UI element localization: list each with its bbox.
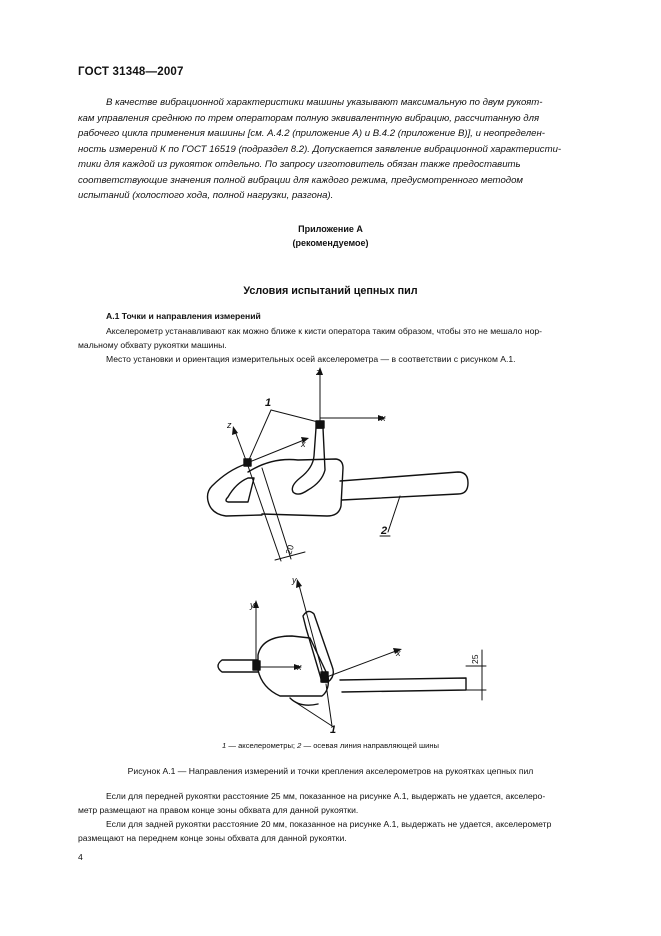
paragraph-4 [78, 817, 614, 845]
legend-text-1: — акселерометры; [226, 741, 298, 750]
top-rear-z-label: z [227, 420, 232, 430]
paragraph-2-text: Место установки и ориентация измерительных осей акселерометра — в соответствии с рисунком А.1. [106, 354, 516, 364]
paragraph-4-line-2: размещают на переднем конце зоны обхвата для данной рукоятки. [78, 833, 347, 843]
page-number: 4 [78, 852, 83, 862]
side-front-x-label: x [396, 648, 401, 658]
section-title: Условия испытаний цепных пил [243, 285, 418, 297]
top-front-handle [292, 428, 325, 494]
side-leader-1a [292, 700, 332, 726]
side-front-handle [303, 611, 333, 682]
top-leader-1b [271, 410, 318, 422]
figure-caption: Рисунок А.1 — Направления измерений и точки крепления акселерометров на рукоятках цепных пил [127, 766, 534, 776]
top-rear-handle-inner [226, 478, 254, 502]
top-rear-x-label: x [301, 439, 306, 449]
intro-line-6: соответствующие значения полной вибрации для каждого режима, предусмотренного методом [78, 174, 523, 186]
paragraph-3 [78, 789, 614, 817]
intro-line-1: В качестве вибрационной характеристики машины указывают максимальную по двум рукоят- [106, 97, 543, 108]
intro-line-2: кам управления среднюю по трем операторам полную эквивалентную вибрацию, рассчитанную для [78, 112, 540, 124]
top-front-x-label: x [381, 413, 386, 423]
side-front-y-label: y [292, 575, 297, 585]
top-rear-z-arrow [232, 426, 238, 435]
intro-line-5: тики для каждой из рукояток отдельно. По запросу изготовитель обязан также предоставить [78, 159, 521, 170]
document-header: ГОСТ 31348—2007 [78, 66, 184, 78]
paragraph-3-line-2: метр размещают на правом конце зоны обхвата для данной рукоятки. [78, 805, 359, 815]
paragraph-1-line-2: мальному обхвату рукоятки машины. [78, 340, 227, 350]
top-dim-20-label: 20 [283, 543, 296, 556]
intro-line-7: испытаний (холостого хода, полной нагрузки, разгона). [78, 190, 334, 201]
top-rear-handle-outer [208, 464, 263, 516]
top-label-1: 1 [265, 397, 272, 409]
figure-legend [0, 741, 661, 750]
side-front-y-arrow [296, 579, 302, 588]
appendix-title: Приложение А [298, 224, 363, 234]
legend-number-2: 2 [297, 741, 302, 750]
legend-text-2: — осевая линия направляющей шины [301, 741, 439, 750]
top-leader-2 [388, 496, 400, 532]
top-front-z-label: z [316, 367, 321, 377]
side-leader-1b [326, 684, 332, 726]
side-rear-handle [218, 660, 258, 672]
paragraph-3-line-1: Если для передней рукоятки расстояние 25 мм, показанное на рисунке А.1, выдержать не удается, акселеро- [106, 791, 546, 801]
side-front-x-axis [324, 651, 396, 678]
appendix-status: (рекомендуемое) [292, 238, 369, 248]
paragraph-4-line-1: Если для задней рукоятки расстояние 20 мм, показанное на рисунке А.1, выдержать не удается, акселерометр [106, 819, 552, 829]
top-guide-bar [340, 472, 468, 500]
intro-line-4: ность измерений К по ГОСТ 16519 (подраздел 8.2). Допускается заявление вибрационной характеристи- [78, 143, 562, 155]
subsection-title: А.1 Точки и направления измерений [106, 311, 261, 321]
paragraph-1-line-1: Акселерометр устанавливают как можно ближе к кисти оператора таким образом, чтобы это не мешало нор- [106, 326, 543, 336]
side-label-1: 1 [330, 724, 337, 736]
side-rear-y-label: y [250, 600, 255, 610]
intro-line-3: рабочего цикла применения машины [см. А.4.2 (приложение А) и В.4.2 (приложение В)], и неопределен- [78, 128, 545, 139]
side-guide-bar [340, 678, 466, 692]
legend-number-1: 1 [222, 741, 227, 750]
side-dim-25-label: 25 [470, 654, 480, 664]
top-rear-z-axis [235, 431, 247, 463]
top-label-2: 2 [381, 525, 388, 537]
side-rear-x-label: x [297, 662, 302, 672]
